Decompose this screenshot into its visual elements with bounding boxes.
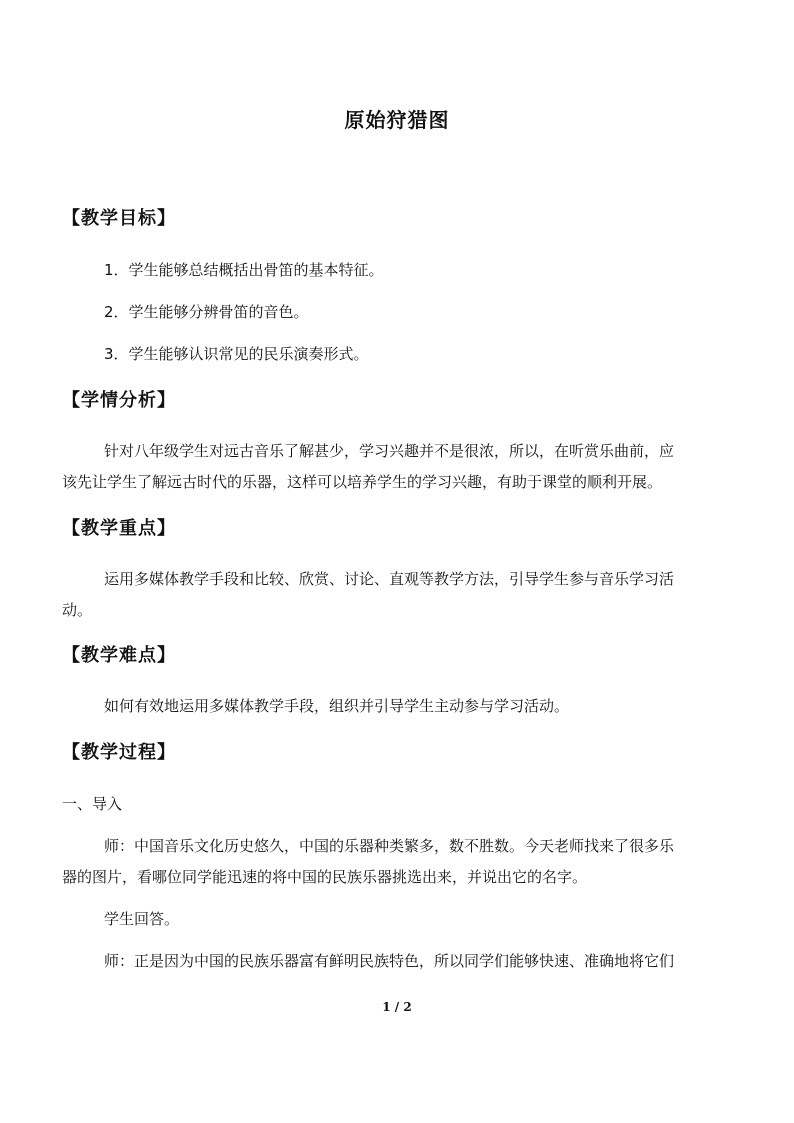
key-points-line-2: 动。: [62, 601, 93, 619]
key-points-line-1: 运用多媒体教学手段和比较、欣赏、讨论、直观等教学方法，引导学生参与音乐学习活: [104, 570, 675, 588]
page-indicator: 1 / 2: [382, 1000, 412, 1014]
process-heading: 【教学过程】: [62, 742, 176, 763]
objectives-heading: 【教学目标】: [62, 208, 176, 229]
objective-item-3: 3．学生能够认识常见的民乐演奏形式。: [104, 345, 369, 363]
objective-item-1: 1．学生能够总结概括出骨笛的基本特征。: [104, 261, 384, 279]
process-line-1: 师：中国音乐文化历史悠久，中国的乐器种类繁多，数不胜数。今天老师找来了很多乐: [104, 837, 675, 855]
process-line-3: 学生回答。: [104, 910, 180, 928]
difficulties-line-1: 如何有效地运用多媒体教学手段，组织并引导学生主动参与学习活动。: [104, 697, 570, 715]
process-line-2: 器的图片，看哪位同学能迅速的将中国的民族乐器挑选出来，并说出它的名字。: [62, 868, 588, 886]
objective-item-2: 2．学生能够分辨骨笛的音色。: [104, 303, 309, 321]
process-line-4: 师：正是因为中国的民族乐器富有鲜明民族特色，所以同学们能够快速、准确地将它们: [104, 952, 675, 970]
analysis-line-2: 该先让学生了解远古时代的乐器，这样可以培养学生的学习兴趣，有助于课堂的顺利开展。: [62, 473, 663, 491]
analysis-line-1: 针对八年级学生对远古音乐了解甚少，学习兴趣并不是很浓，所以，在听赏乐曲前，应: [104, 442, 675, 460]
analysis-heading: 【学情分析】: [62, 390, 176, 411]
page-title: 原始狩猎图: [344, 108, 450, 132]
key-points-heading: 【教学重点】: [62, 518, 176, 539]
difficulties-heading: 【教学难点】: [62, 645, 176, 666]
process-subheading: 一、导入: [62, 795, 123, 813]
